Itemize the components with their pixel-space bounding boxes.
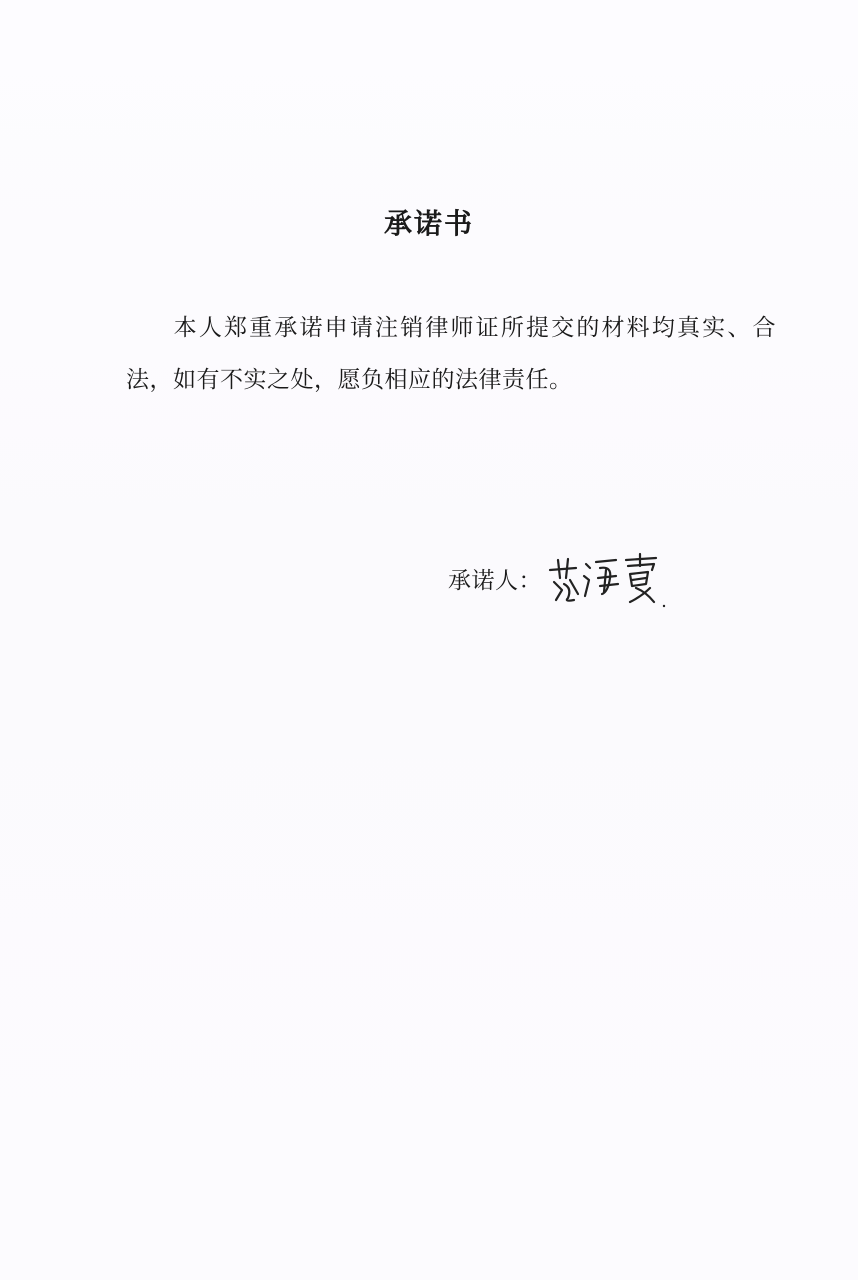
handwritten-signature: [546, 548, 666, 608]
commitment-paragraph: [126, 302, 776, 406]
document-title: 承诺书: [383, 207, 474, 240]
signer-label: 承诺人：: [448, 567, 542, 594]
commitment-text: 本人郑重承诺申请注销律师证所提交的材料均真实、合法，如有不实之处，愿负相应的法律责任。: [126, 315, 776, 393]
signer-line: [448, 548, 666, 608]
